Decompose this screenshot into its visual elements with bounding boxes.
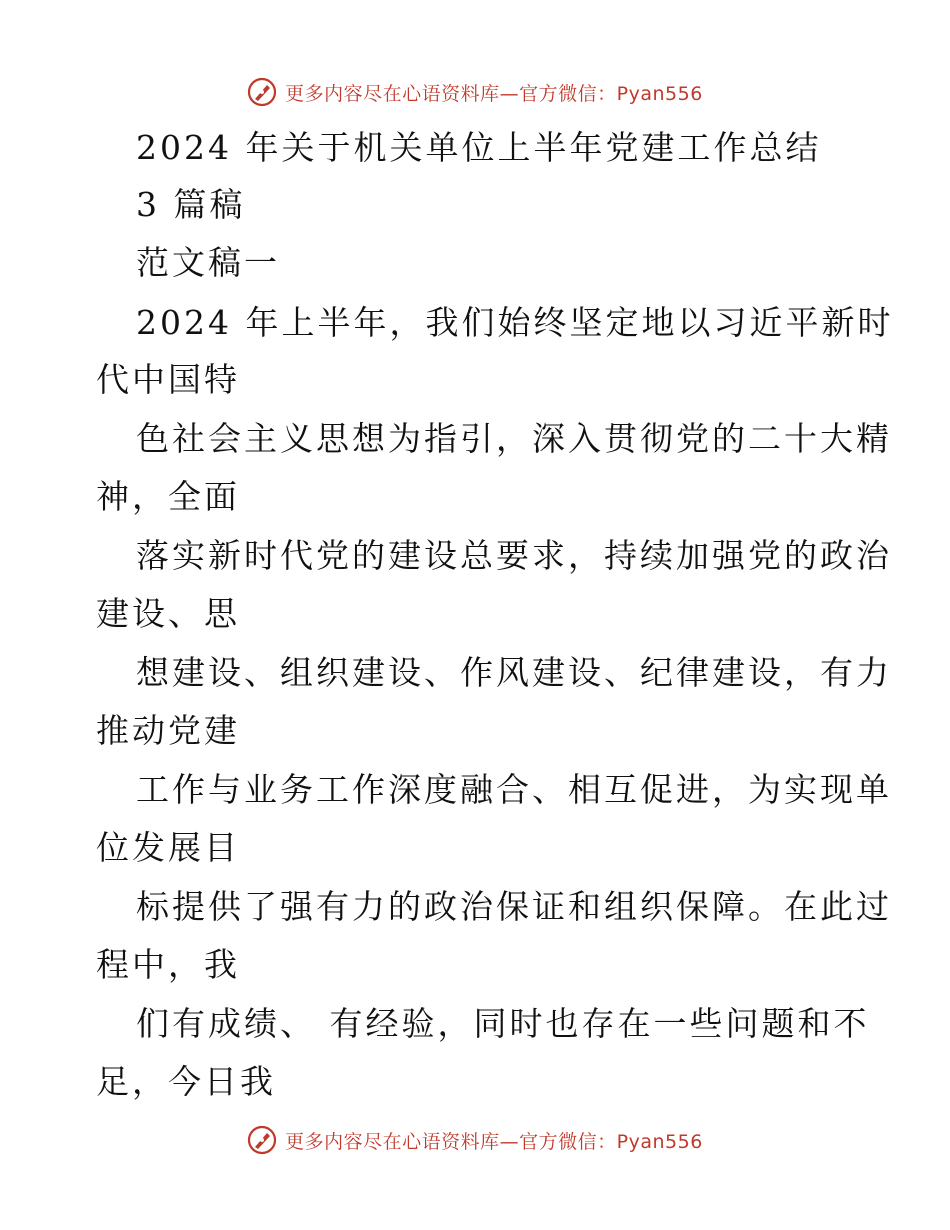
paragraph-line: 们有成绩、 有经验，同时也存在一些问题和不 xyxy=(136,1004,870,1043)
paragraph-line: 足，今日我 xyxy=(96,1062,276,1101)
document-title-line-2: 3 篇稿 xyxy=(136,185,246,224)
paragraph-line: 落实新时代党的建设总要求，持续加强党的政治 xyxy=(136,536,892,575)
paragraph-line: 2024 年上半年，我们始终坚定地以习近平新时 xyxy=(136,303,894,342)
paragraph-line: 想建设、组织建设、作风建设、纪律建设，有力 xyxy=(136,653,892,692)
paragraph-line: 标提供了强有力的政治保证和组织保障。在此过 xyxy=(136,887,892,926)
paragraph-line: 建设、思 xyxy=(96,594,240,633)
banner-text: 更多内容尽在心语资料库—官方微信：Pyan556 xyxy=(285,1130,703,1153)
footer-watermark-banner xyxy=(0,1120,950,1160)
paragraph-line: 色社会主义思想为指引，深入贯彻党的二十大精 xyxy=(136,419,892,458)
paragraph-line: 程中，我 xyxy=(96,945,240,984)
paragraph-line: 位发展目 xyxy=(96,828,240,867)
document-title-line-1: 2024 年关于机关单位上半年党建工作总结 xyxy=(136,128,822,167)
section-heading: 范文稿一 xyxy=(136,243,280,282)
header-watermark-banner xyxy=(0,72,950,112)
pen-nib-seal-icon xyxy=(247,1125,277,1155)
paragraph-line: 推动党建 xyxy=(96,711,240,750)
paragraph-line: 工作与业务工作深度融合、相互促进，为实现单 xyxy=(136,770,892,809)
paragraph-line: 代中国特 xyxy=(96,360,240,399)
pen-nib-seal-icon xyxy=(247,77,277,107)
paragraph-line: 神，全面 xyxy=(96,477,240,516)
banner-text: 更多内容尽在心语资料库—官方微信：Pyan556 xyxy=(285,82,703,105)
